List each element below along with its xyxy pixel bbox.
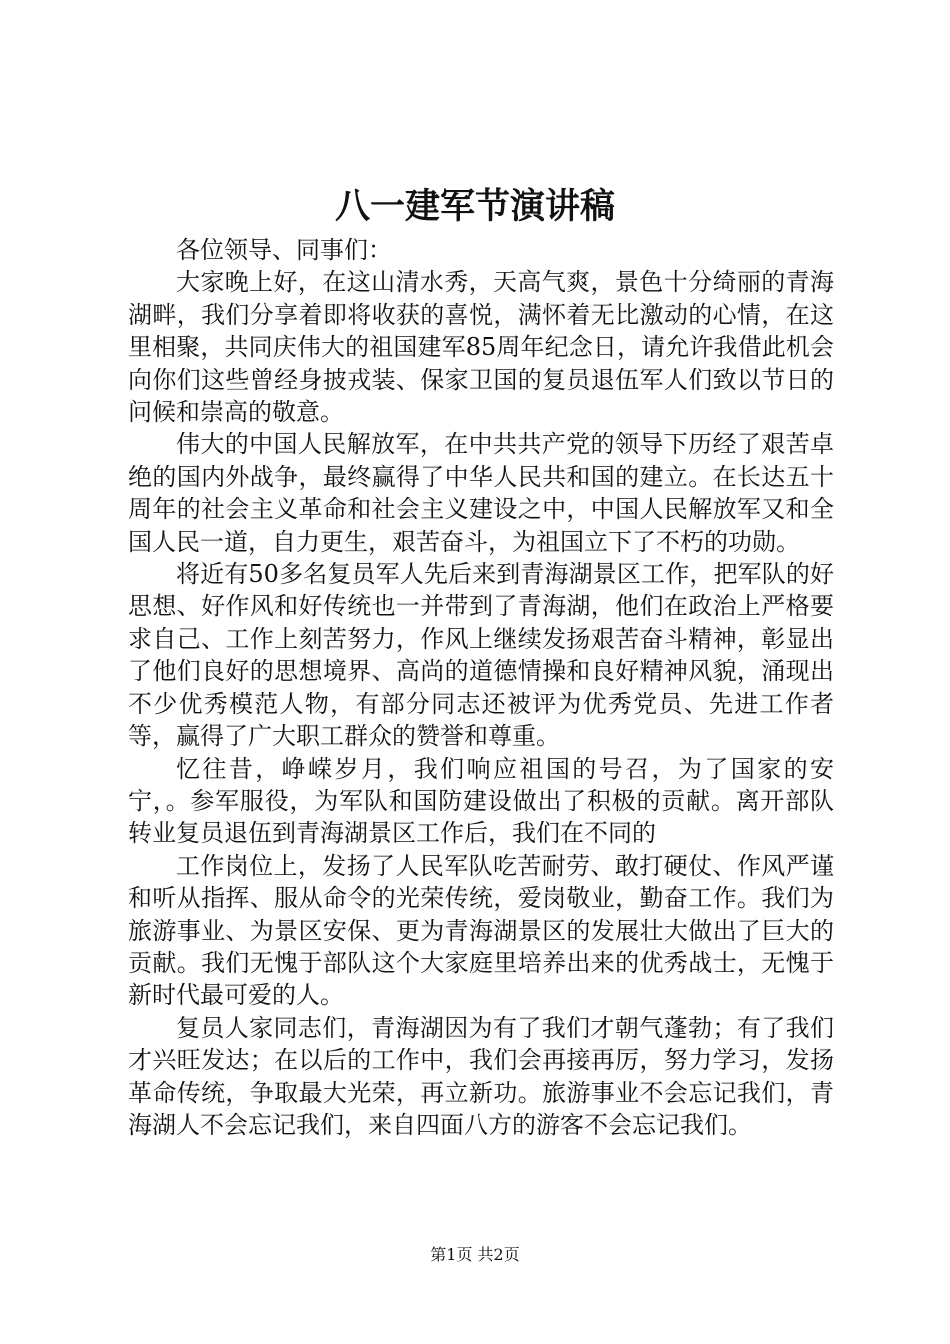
body-paragraph: 将近有50多名复员军人先后来到青海湖景区工作，把军队的好思想、好作风和好传统也一并带到了青海湖，他们在政治上严格要求自己、工作上刻苦努力，作风上继续发扬艰苦奋斗精神，彰显出了他们良好的思想境界、高尚的道德情操和良好精神风貌，涌现出不少优秀模范人物，有部分同志还被评为优秀党员、先进工作者等，赢得了广大职工群众的赞誉和尊重。: [128, 560, 834, 751]
document-body: [128, 234, 834, 1141]
body-paragraph: 大家晚上好，在这山清水秀，天高气爽，景色十分绮丽的青海湖畔，我们分享着即将收获的喜悦，满怀着无比激动的心情，在这里相聚，共同庆伟大的祖国建军85周年纪念日，请允许我借此机会向你们这些曾经身披戎装、保家卫国的复员退伍军人们致以节日的问候和崇高的敬意。: [128, 268, 834, 427]
salutation-paragraph: 各位领导、同事们：: [176, 236, 392, 264]
body-paragraph: 忆往昔，峥嵘岁月，我们响应祖国的号召，为了国家的安宁，。参军服役，为军队和国防建设做出了积极的贡献。离开部队转业复员退伍到青海湖景区工作后，我们在不同的: [128, 754, 834, 848]
body-paragraph: 工作岗位上，发扬了人民军队吃苦耐劳、敢打硬仗、作风严谨和听从指挥、服从命令的光荣传统，爱岗敬业，勤奋工作。我们为旅游事业、为景区安保、更为青海湖景区的发展壮大做出了巨大的贡献。我们无愧于部队这个大家庭里培养出来的优秀战士，无愧于新时代最可爱的人。: [128, 851, 834, 1010]
body-paragraph: 伟大的中国人民解放军，在中共共产党的领导下历经了艰苦卓绝的国内外战争，最终赢得了中华人民共和国的建立。在长达五十周年的社会主义革命和社会主义建设之中，中国人民解放军又和全国人民一道，自力更生，艰苦奋斗，为祖国立下了不朽的功勋。: [128, 430, 834, 556]
body-paragraph: 复员人家同志们，青海湖因为有了我们才朝气蓬勃；有了我们才兴旺发达；在以后的工作中，我们会再接再厉，努力学习，发扬革命传统，争取最大光荣，再立新功。旅游事业不会忘记我们，青海湖人不会忘记我们，来自四面八方的游客不会忘记我们。: [128, 1013, 834, 1139]
page-title: 八一建军节演讲稿: [334, 186, 615, 227]
page-footer: 第1页 共2页: [430, 1245, 520, 1264]
